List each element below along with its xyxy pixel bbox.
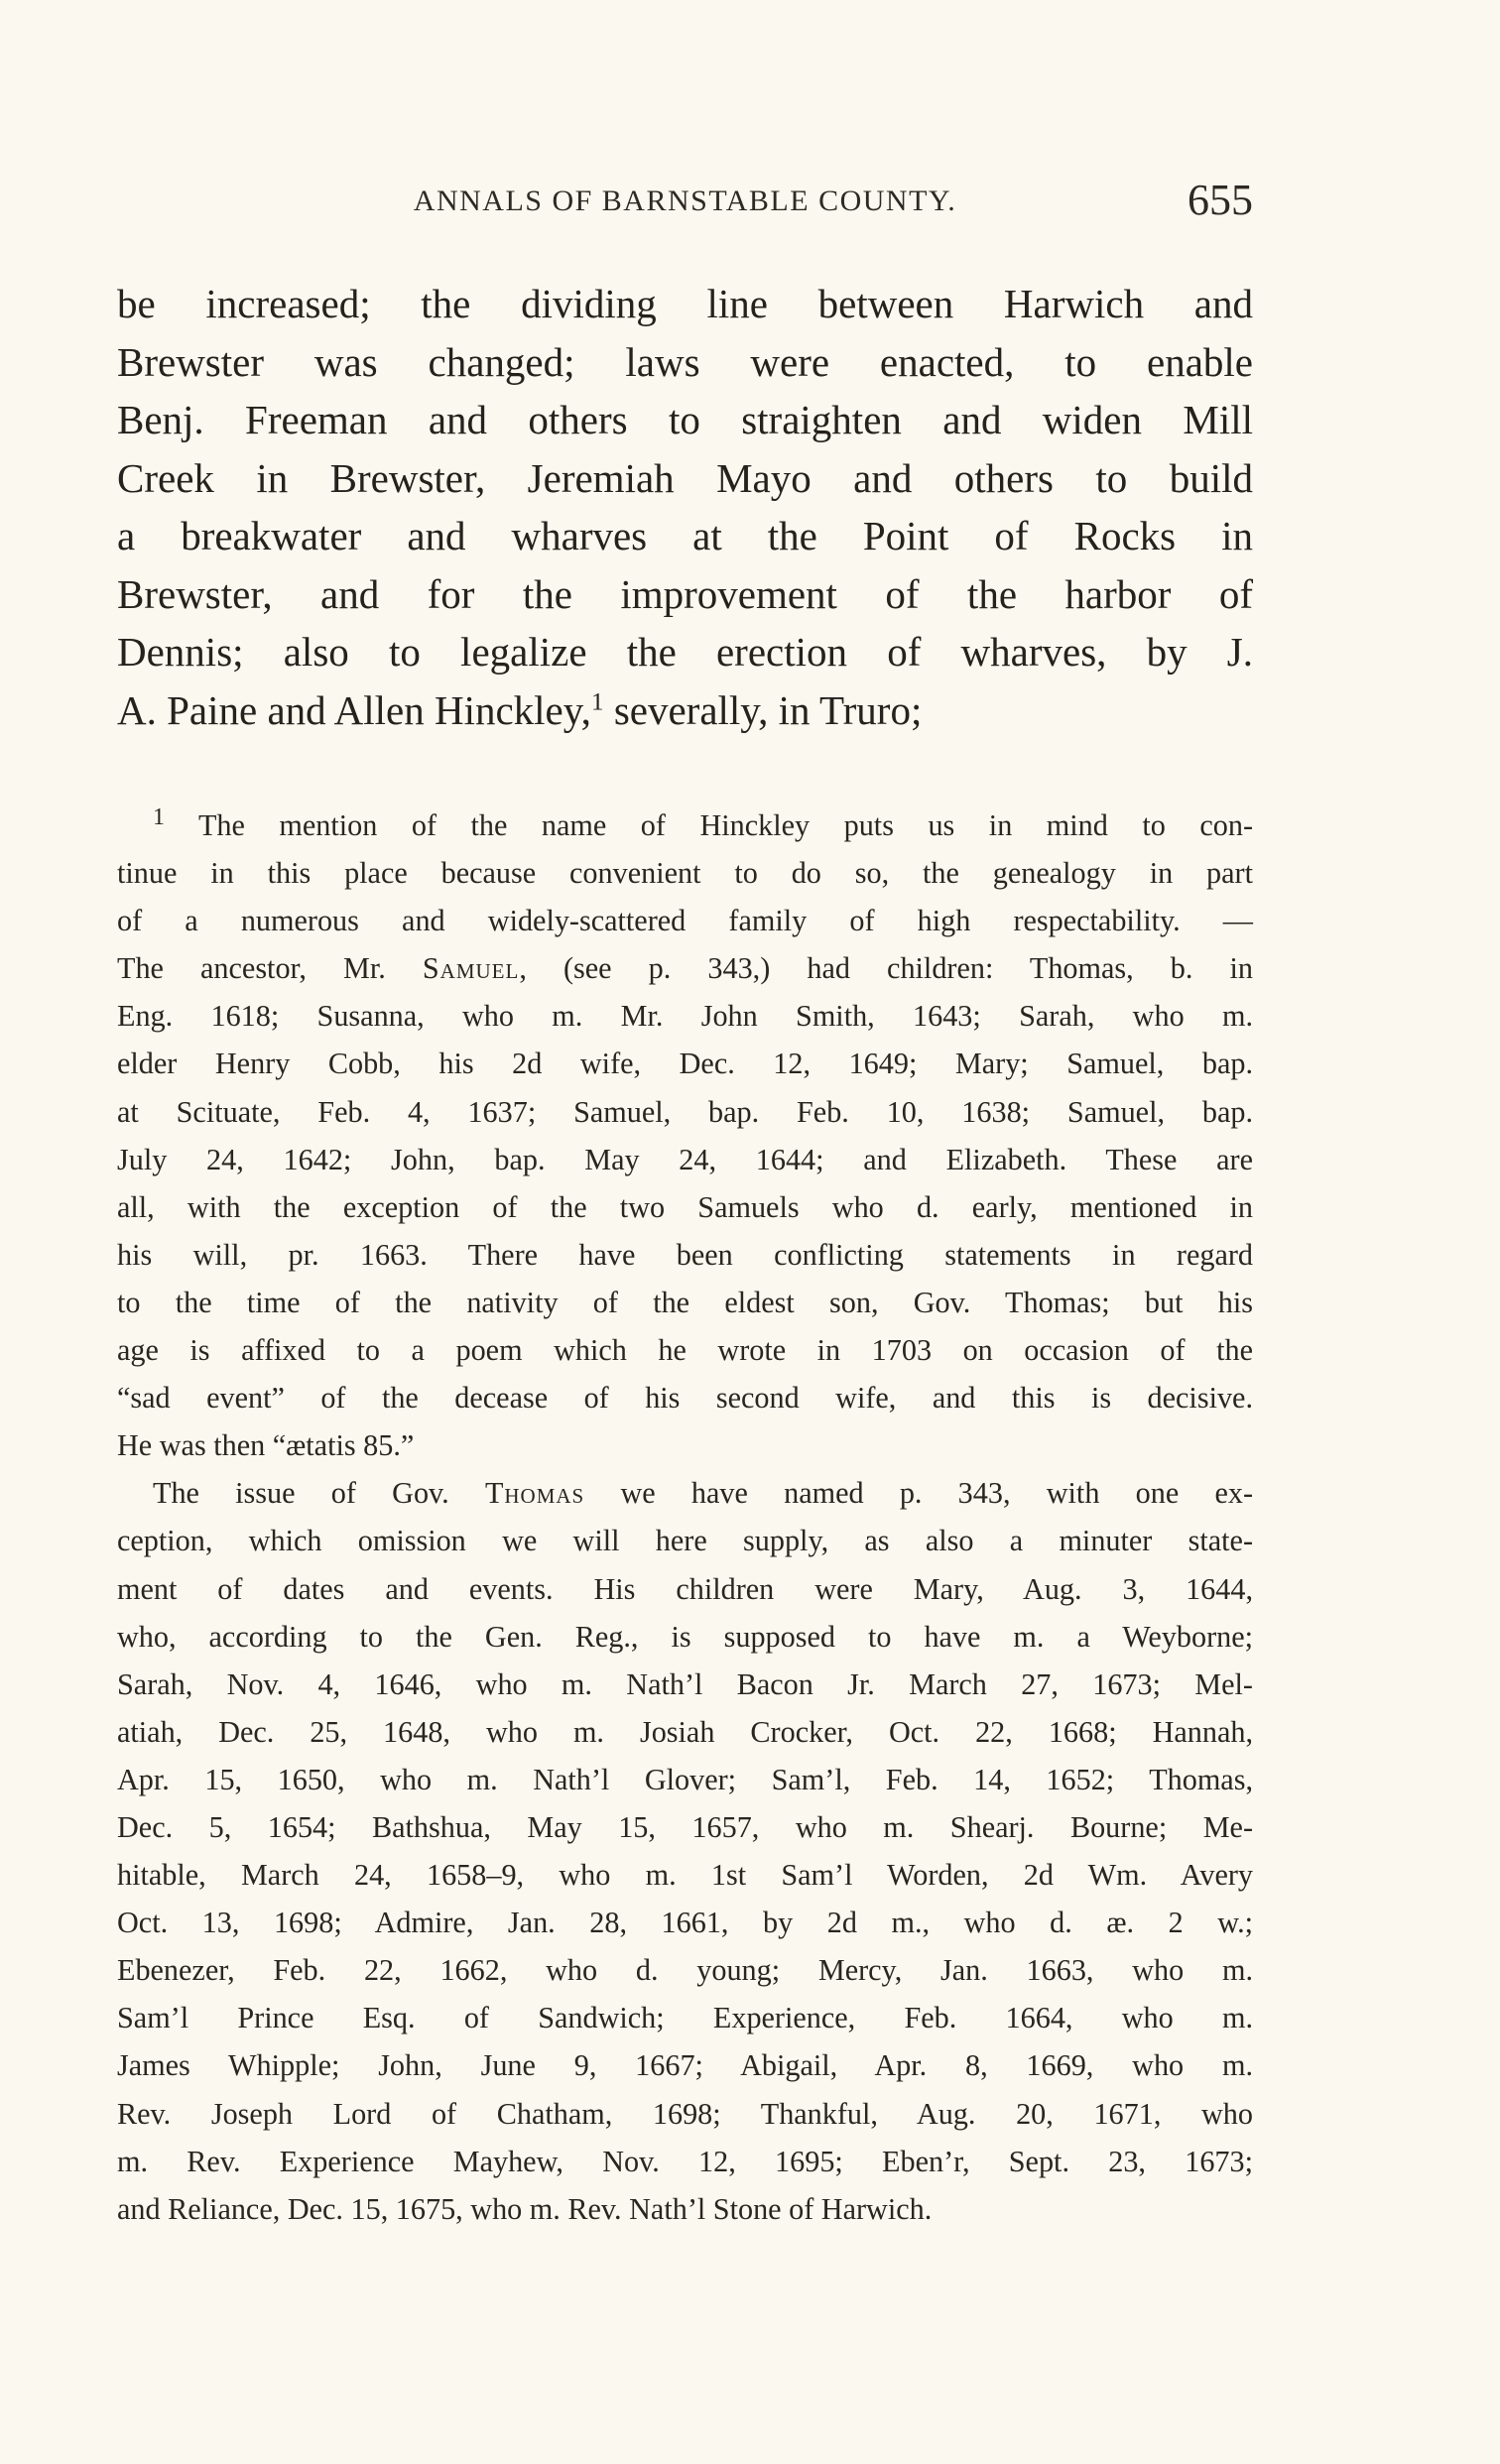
footnote-line: Sam’l Prince Esq. of Sandwich; Experience, Feb. 1664, who m. — [117, 2001, 1253, 2035]
footnote-line: at Scituate, Feb. 4, 1637; Samuel, bap. Feb. 10, 1638; Samuel, bap. — [117, 1094, 1253, 1129]
footnote-line: age is affixed to a poem which he wrote in 1703 on occasion of the — [117, 1333, 1253, 1368]
footnote-line: of a numerous and widely-scattered family of high respectability. — — [117, 904, 1253, 938]
footnote-marker: 1 — [153, 803, 165, 830]
footnote-text: The ancestor, Mr. — [117, 951, 423, 986]
footnote-line — [117, 801, 1253, 849]
main-text-line: Benj. Freeman and others to straighten and widen Mill — [117, 397, 1253, 442]
footnote-line: who, according to the Gen. Reg., is supposed to have m. a Weyborne; — [117, 1619, 1253, 1654]
main-text-fragment: severally, in Truro; — [603, 686, 923, 733]
footnote-text: The mention of the name of Hinckley puts us in mind to con- — [165, 808, 1253, 842]
main-text-fragment: A. Paine and Allen Hinckley, — [117, 686, 591, 733]
footnote-line: and Reliance, Dec. 15, 1675, who m. Rev. Nath’l Stone of Harwich. — [117, 2191, 933, 2226]
footnote-text: , (see p. 343,) had children: Thomas, b. in — [519, 951, 1253, 986]
footnote-line: ception, which omission we will here supply, as also a minuter state- — [117, 1524, 1253, 1558]
footnote-text: The issue of Gov. — [153, 1476, 485, 1511]
footnote-line: Dec. 5, 1654; Bathshua, May 15, 1657, who m. Shearj. Bourne; Me- — [117, 1809, 1253, 1844]
footnote-line: elder Henry Cobb, his 2d wife, Dec. 12, 1649; Mary; Samuel, bap. — [117, 1047, 1253, 1081]
footnote-line: hitable, March 24, 1658–9, who m. 1st Sam’l Worden, 2d Wm. Avery — [117, 1858, 1253, 1893]
footnote-smallcaps-name: Thomas — [484, 1476, 585, 1511]
footnote-line: Apr. 15, 1650, who m. Nath’l Glover; Sam’l, Feb. 14, 1652; Thomas, — [117, 1762, 1253, 1796]
footnote-line: his will, pr. 1663. There have been conflicting statements in regard — [117, 1237, 1253, 1272]
running-head: ANNALS OF BARNSTABLE COUNTY. — [413, 185, 957, 217]
main-text-line — [117, 681, 1253, 740]
footnote-line: Sarah, Nov. 4, 1646, who m. Nath’l Bacon Jr. March 27, 1673; Mel- — [117, 1666, 1253, 1701]
footnote-reference: 1 — [590, 686, 604, 715]
footnote-line: atiah, Dec. 25, 1648, who m. Josiah Crocker, Oct. 22, 1668; Hannah, — [117, 1714, 1253, 1749]
page-number: 655 — [1188, 176, 1253, 224]
footnote-line — [117, 944, 1253, 992]
main-text-line: Dennis; also to legalize the erection of wharves, by J. — [117, 629, 1253, 675]
footnote-line: James Whipple; John, June 9, 1667; Abigail, Apr. 8, 1669, who m. — [117, 2048, 1253, 2083]
footnote-line: ment of dates and events. His children were Mary, Aug. 3, 1644, — [117, 1571, 1253, 1606]
footnote-line: He was then “ætatis 85.” — [117, 1428, 415, 1463]
main-text-line: Brewster was changed; laws were enacted, to enable — [117, 338, 1253, 385]
footnote-line: Eng. 1618; Susanna, who m. Mr. John Smith, 1643; Sarah, who m. — [117, 999, 1253, 1034]
main-text-line: a breakwater and wharves at the Point of Rocks in — [117, 513, 1253, 558]
footnote-text: we have named p. 343, with one ex- — [584, 1476, 1254, 1511]
footnote-line — [117, 1469, 1253, 1517]
footnote-smallcaps-name: Samuel — [422, 951, 520, 986]
footnote-line: Rev. Joseph Lord of Chatham, 1698; Thankful, Aug. 20, 1671, who — [117, 2096, 1253, 2131]
footnote-line: all, with the exception of the two Samuels who d. early, mentioned in — [117, 1189, 1253, 1224]
footnote-line: Ebenezer, Feb. 22, 1662, who d. young; Mercy, Jan. 1663, who m. — [117, 1953, 1253, 1988]
footnote-line: Oct. 13, 1698; Admire, Jan. 28, 1661, by 2d m., who d. æ. 2 w.; — [117, 1906, 1253, 1940]
main-text — [117, 275, 1253, 739]
footnote-line: to the time of the nativity of the eldest son, Gov. Thomas; but his — [117, 1285, 1253, 1319]
footnote-line: July 24, 1642; John, bap. May 24, 1644; and Elizabeth. These are — [117, 1142, 1253, 1176]
footnote-line: m. Rev. Experience Mayhew, Nov. 12, 1695; Eben’r, Sept. 23, 1673; — [117, 2144, 1253, 2178]
footnote — [117, 801, 1253, 2233]
main-text-line: Creek in Brewster, Jeremiah Mayo and others to build — [117, 454, 1253, 501]
main-text-line: Brewster, and for the improvement of the harbor of — [117, 570, 1253, 617]
footnote-line: “sad event” of the decease of his second wife, and this is decisive. — [117, 1381, 1253, 1416]
page-header — [117, 175, 1253, 228]
footnote-line: tinue in this place because convenient to do so, the genealogy in part — [117, 856, 1253, 891]
main-text-line: be increased; the dividing line between Harwich and — [117, 281, 1253, 326]
